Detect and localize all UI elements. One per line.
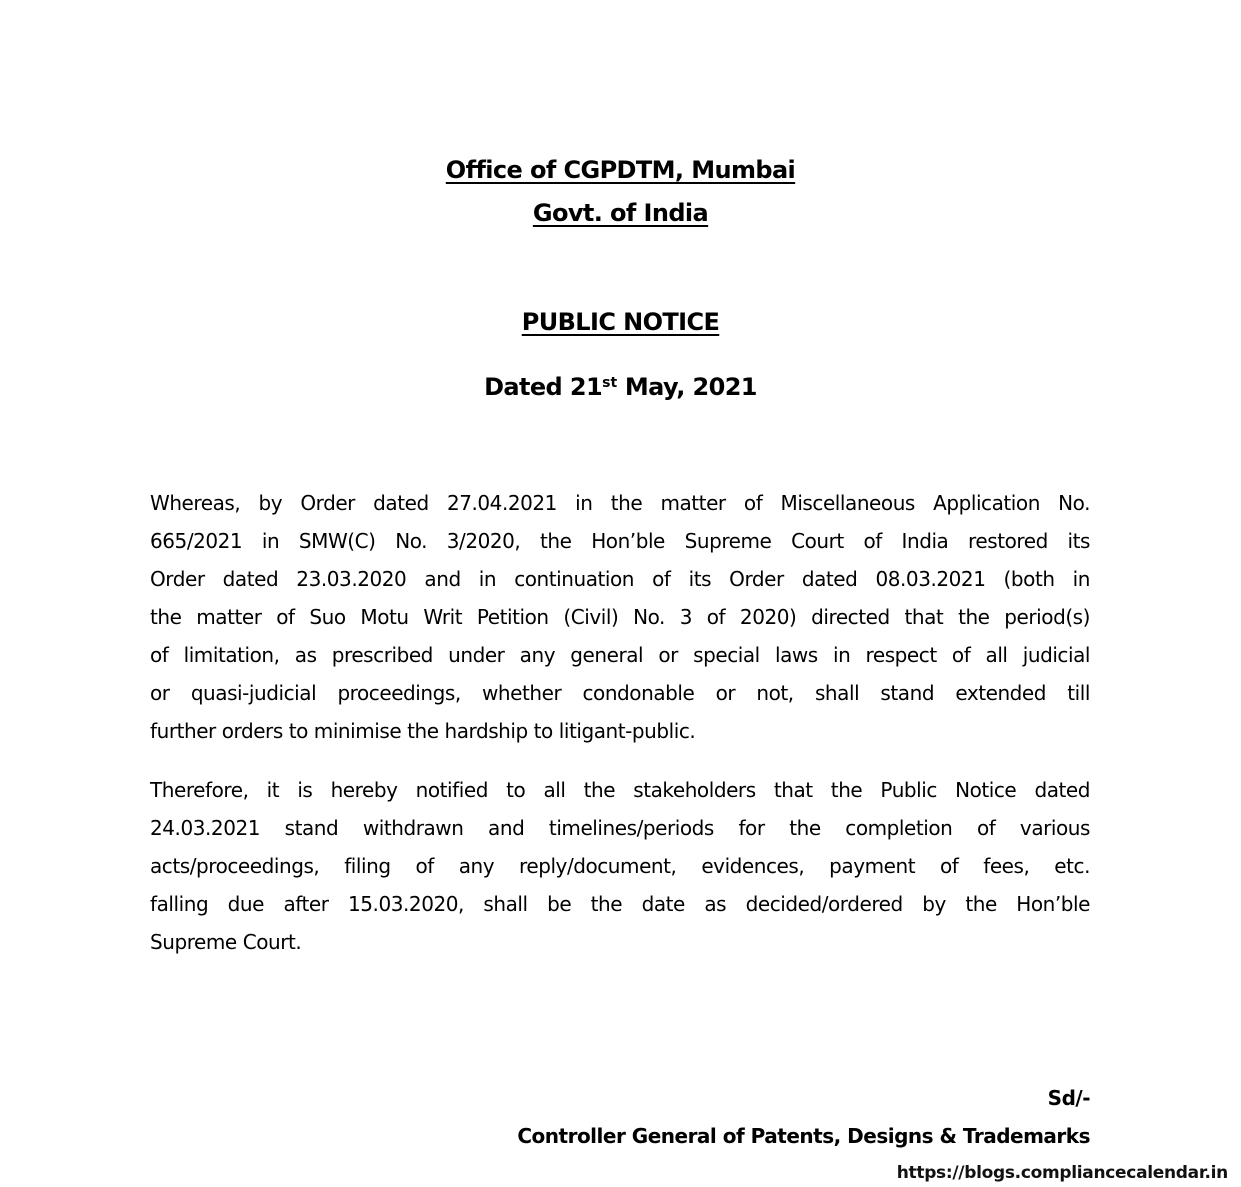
paragraph-line: Therefore, it is hereby notified to all the stakeholders that the Public Notice dated <box>150 778 1090 802</box>
body-paragraph-1 <box>150 484 1090 750</box>
notice-date-ordinal: st <box>602 375 618 391</box>
paragraph-line: Order dated 23.03.2020 and in continuation of its Order dated 08.03.2021 (both in <box>150 567 1090 591</box>
government-heading-text: Govt. of India <box>532 199 709 227</box>
office-heading <box>0 155 1241 185</box>
notice-title <box>0 307 1241 337</box>
paragraph-line: of limitation, as prescribed under any general or special laws in respect of all judicial <box>150 643 1090 667</box>
notice-date-prefix: Dated 21 <box>484 373 603 401</box>
paragraph-line: 665/2021 in SMW(C) No. 3/2020, the Hon’ble Supreme Court of India restored its <box>150 529 1090 553</box>
notice-title-text: PUBLIC NOTICE <box>521 308 720 336</box>
paragraph-line: acts/proceedings, filing of any reply/document, evidences, payment of fees, etc. <box>150 854 1090 878</box>
paragraph-line: Supreme Court. <box>150 930 302 954</box>
paragraph-line: Whereas, by Order dated 27.04.2021 in the matter of Miscellaneous Application No. <box>150 491 1090 515</box>
paragraph-line: or quasi-judicial proceedings, whether condonable or not, shall stand extended till <box>150 681 1090 705</box>
paragraph-line: the matter of Suo Motu Writ Petition (Civil) No. 3 of 2020) directed that the period(s) <box>150 605 1090 629</box>
notice-date <box>0 372 1241 402</box>
office-heading-text: Office of CGPDTM, Mumbai <box>445 156 796 184</box>
paragraph-line: falling due after 15.03.2020, shall be the date as decided/ordered by the Hon’ble <box>150 892 1090 916</box>
government-heading <box>0 198 1241 228</box>
paragraph-line: 24.03.2021 stand withdrawn and timelines/periods for the completion of various <box>150 816 1090 840</box>
watermark-url: https://blogs.compliancecalendar.in <box>896 1163 1228 1183</box>
signatory-title: Controller General of Patents, Designs & Trademarks <box>517 1124 1090 1148</box>
signature-sd: Sd/- <box>1047 1086 1090 1110</box>
notice-date-rest: May, 2021 <box>617 373 757 401</box>
paragraph-line: further orders to minimise the hardship to litigant-public. <box>150 719 696 743</box>
body-paragraph-2 <box>150 771 1090 961</box>
